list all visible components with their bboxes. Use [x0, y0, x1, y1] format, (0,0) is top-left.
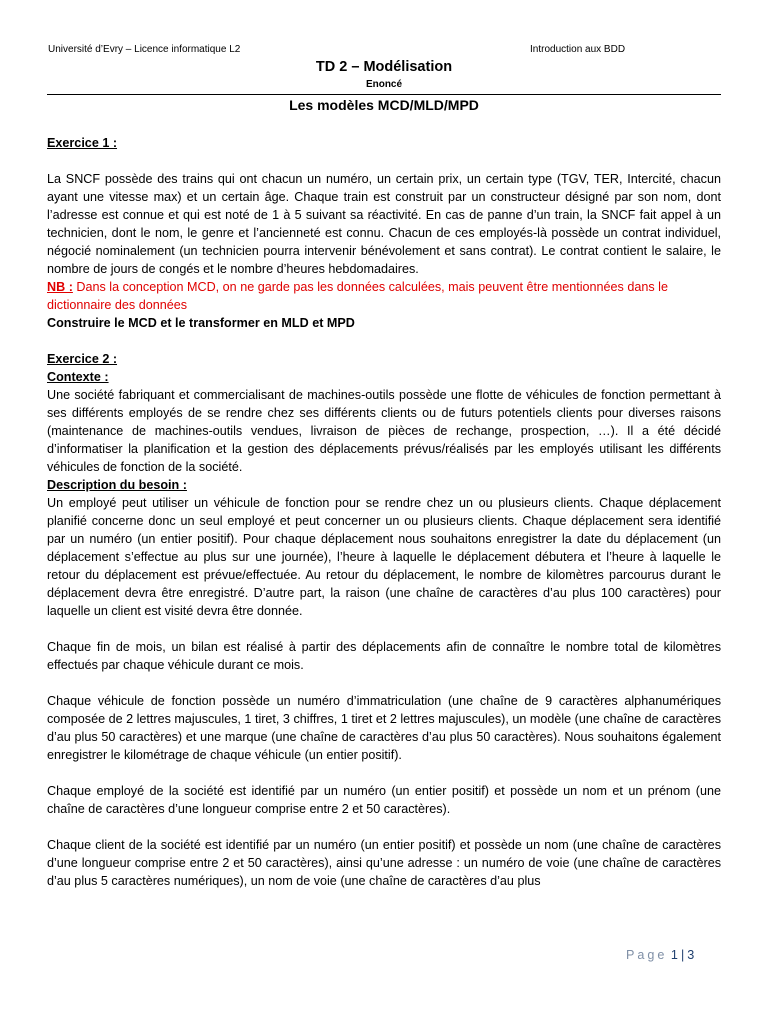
exercise-1-title: Exercice 1 : [47, 136, 118, 150]
need-paragraph-5: Chaque client de la société est identifié par un numéro (un entier positif) et possède un nom (une chaîne de caractères d’une longueur comprise entre 2 et 50 caractères), ainsi qu’une adresse : un numéro de voie (une chaîne de caractères d’au plus 5 caractères numériques), un nom de voie (une chaîne de caractères d’au plus [47, 838, 721, 888]
page-total: 3 [687, 948, 695, 962]
note-label: NB : [47, 280, 73, 294]
need-label: Description du besoin : [47, 478, 187, 492]
header-left: Université d’Evry – Licence informatique L2 [48, 44, 241, 55]
title-divider [47, 94, 721, 95]
page-footer [626, 948, 694, 962]
document-subtitle: Enoncé [365, 79, 403, 90]
need-paragraph-2: Chaque fin de mois, un bilan est réalisé à partir des déplacements afin de connaître le nombre total de kilomètres effectués par chaque véhicule durant ce mois. [47, 640, 721, 672]
exercise-1-task: Construire le MCD et le transformer en MLD et MPD [47, 316, 355, 330]
page-label: Page [626, 948, 668, 962]
header-right: Introduction aux BDD [530, 44, 626, 55]
note-text: Dans la conception MCD, on ne garde pas les données calculées, mais peuvent être mentionnées dans le dictionnaire des données [47, 280, 668, 312]
exercise-1-text: La SNCF possède des trains qui ont chacun un numéro, un certain prix, un certain type (TGV, TER, Intercité, chacun ayant une vitesse max) et un certain âge. Chaque train est construit par un constructeur désigné par son nom, dont l’adresse est connue et qui est noté de 1 à 5 suivant sa réactivité. En cas de panne d’un train, la SNCF fait appel à un technicien, dont le nom, le genre et l’ancienneté est connu. Chacun de ces employés-là possède un contrat individuel, négocié nominalement (un technicien pourra intervenir bénévolement et sans contrat). Le contrat contient le salaire, le nombre de jours de congés et le nombre d’heures hebdomadaires. [47, 172, 721, 276]
context-label: Contexte : [47, 370, 109, 384]
page-current: 1 [670, 948, 678, 962]
section-heading: Les modèles MCD/MLD/MPD [289, 97, 479, 113]
document-body [47, 134, 721, 890]
context-text: Une société fabriquant et commercialisant de machines-outils possède une flotte de véhicules de fonction permettant à ses différents employés de se rendre chez ses différents clients ou de futurs potentiels clients pour diverses raisons (maintenance de machines-outils vendues, livraison de pièces de rechange, prospection, …). Il a été décidé d’informatiser la planification et la gestion des déplacements prévus/réalisés par les employés utilisant les différents véhicules de fonction de la société. [47, 388, 721, 474]
need-paragraph-3: Chaque véhicule de fonction possède un numéro d’immatriculation (une chaîne de 9 caractères alphanumériques composée de 2 lettres majuscules, 1 tiret, 3 chiffres, 1 tiret et 2 lettres majuscules), un modèle (une chaîne de caractères d’au plus 50 caractères) et une marque (une chaîne de caractères d’au plus 50 caractères). Nous souhaitons également enregistrer le kilométrage de chaque véhicule (un entier positif). [47, 694, 721, 762]
need-paragraph-4: Chaque employé de la société est identifié par un numéro (un entier positif) et possède un nom et un prénom (une chaîne de caractères d’une longueur comprise entre 2 et 50 caractères). [47, 784, 721, 816]
page-separator: | [680, 948, 685, 962]
exercise-2-title: Exercice 2 : [47, 352, 118, 366]
exercise-1-note [47, 278, 721, 314]
need-paragraph-1: Un employé peut utiliser un véhicule de fonction pour se rendre chez un ou plusieurs clients. Chaque déplacement planifié concerne donc un seul employé et peut concerner un ou plusieurs clients. Chaque déplacement sera identifié par un numéro (un entier positif). Pour chaque déplacement nous souhaitons enregistrer la date du déplacement (un déplacement s’effectue au plus sur une journée), l’heure à laquelle le déplacement débutera et l’heure à laquelle le retour du déplacement est prévue/effectuée. Au retour du déplacement, le nombre de kilomètres parcourus durant le déplacement devra être enregistré. D’autre part, la raison (une chaîne de caractères d’au plus 100 caractères) pour laquelle un client est visité devra être donnée. [47, 496, 721, 618]
document-title: TD 2 – Modélisation [315, 59, 453, 75]
